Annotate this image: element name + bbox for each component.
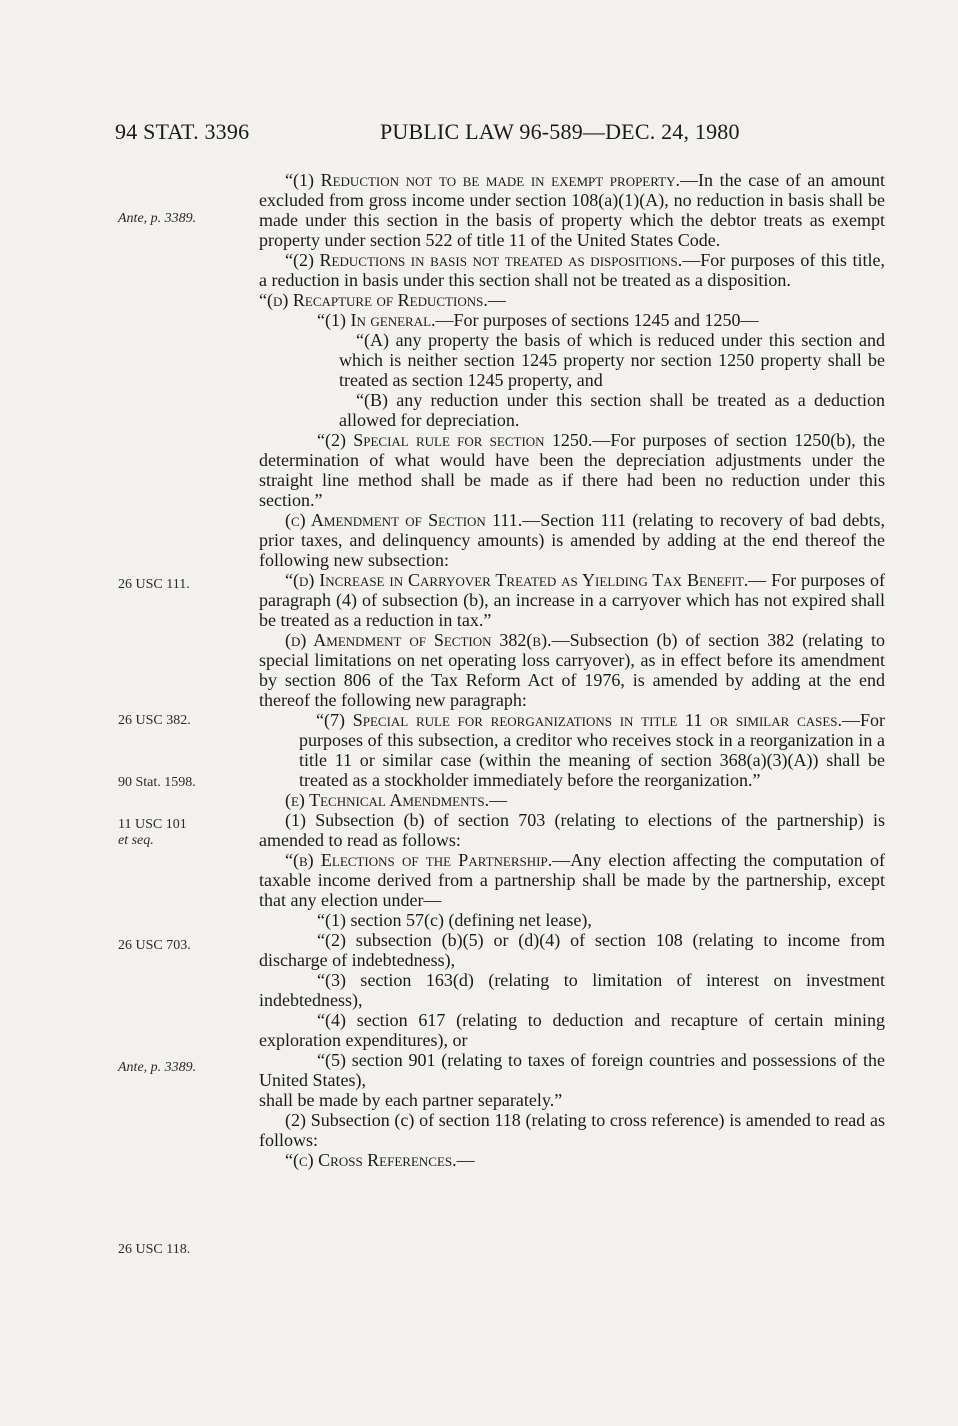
- margin-note-26usc703: 26 USC 703.: [118, 938, 191, 953]
- margin-note-26usc111: 26 USC 111.: [118, 577, 190, 592]
- paragraph-special-rule-1250: “(2) Special rule for section 1250.—For purposes of section 1250(b), the determination of what would have been the depreciation adjustments under the straight line method shall be made as if there had been no reduction under this section.”: [259, 430, 885, 510]
- list-item-2: “(2) subsection (b)(5) or (d)(4) of section 108 (relating to income from discharge of indebtedness),: [259, 930, 885, 970]
- margin-note-et-seq: et seq.: [118, 833, 154, 848]
- paragraph-elections-partnership: “(b) Elections of the Partnership.—Any election affecting the computation of taxable income derived from a partnership shall be made by the partnership, except that any election under—: [259, 850, 885, 910]
- page-number: 94 STAT. 3396: [115, 119, 250, 144]
- paragraph-d1a: “(A) any property the basis of which is reduced under this section and which is neither section 1245 property nor section 1250 property shall be treated as section 1245 property, and: [339, 330, 885, 390]
- heading-recapture: “(d) Recapture of Reductions.—: [259, 290, 506, 310]
- margin-note-90stat1598: 90 Stat. 1598.: [118, 775, 196, 790]
- list-item-3: “(3) section 163(d) (relating to limitation of interest on investment indebtedness),: [259, 970, 885, 1010]
- document-body: [259, 170, 885, 1170]
- law-title: PUBLIC LAW 96-589—DEC. 24, 1980: [380, 119, 740, 144]
- paragraph-exempt-property: “(1) Reduction not to be made in exempt property.—In the case of an amount excluded from gross income under section 108(a)(1)(A), no reduction in basis shall be made under this section in the basis of property which the debtor treats as exempt property under section 522 of title 11 of the United States Code.: [259, 170, 885, 250]
- list-item-4: “(4) section 617 (relating to deduction and recapture of certain mining exploration expenditures), or: [259, 1010, 885, 1050]
- paragraph-in-general: “(1) In general.—For purposes of sections 1245 and 1250—: [317, 310, 759, 330]
- margin-note-ante-2: Ante, p. 3389.: [118, 1060, 197, 1075]
- paragraph-amendment-111: (c) Amendment of Section 111.—Section 111 (relating to recovery of bad debts, prior taxes, and delinquency amounts) is amended by adding at the end thereof the following new subsection:: [259, 510, 885, 570]
- list-closing: shall be made by each partner separately.”: [259, 1090, 563, 1110]
- paragraph-not-dispositions: “(2) Reductions in basis not treated as dispositions.—For purposes of this title, a reduction in basis under this section shall not be treated as a disposition.: [259, 250, 885, 290]
- list-item-5: “(5) section 901 (relating to taxes of foreign countries and possessions of the United States),: [259, 1050, 885, 1090]
- paragraph-amendment-382b: (d) Amendment of Section 382(b).—Subsection (b) of section 382 (relating to special limitations on net operating loss carryover), as in effect before its amendment by section 806 of the Tax Reform Act of 1976, is amended by adding at the end thereof the following new paragraph:: [259, 630, 886, 710]
- paragraph-e1: (1) Subsection (b) of section 703 (relating to elections of the partnership) is amended to read as follows:: [259, 810, 885, 850]
- list-item-1: “(1) section 57(c) (defining net lease),: [317, 910, 592, 930]
- margin-note-ante: Ante, p. 3389.: [118, 211, 197, 226]
- margin-note-26usc118: 26 USC 118.: [118, 1242, 191, 1257]
- paragraph-increase-carryover: “(d) Increase in Carryover Treated as Yielding Tax Benefit.— For purposes of paragraph (4) of subsection (b), an increase in a carryover which has not expired shall be treated as a reduction in tax.”: [259, 570, 885, 630]
- margin-note-11usc101: 11 USC 101: [118, 817, 187, 832]
- paragraph-reorganizations: “(7) Special rule for reorganizations in title 11 or similar cases.—For purposes of this subsection, a creditor who receives stock in a reorganization in a title 11 or similar case (within the meaning of section 368(a)(3)(A)) shall be treated as a stockholder immediately before the reorganization.”: [299, 710, 885, 790]
- margin-note-26usc382: 26 USC 382.: [118, 713, 191, 728]
- heading-cross-references: “(c) Cross References.—: [285, 1150, 475, 1170]
- heading-technical-amendments: (e) Technical Amendments.—: [285, 790, 508, 810]
- paragraph-e2: (2) Subsection (c) of section 118 (relating to cross reference) is amended to read as follows:: [259, 1110, 885, 1150]
- paragraph-d1b: “(B) any reduction under this section shall be treated as a deduction allowed for depreciation.: [339, 390, 885, 430]
